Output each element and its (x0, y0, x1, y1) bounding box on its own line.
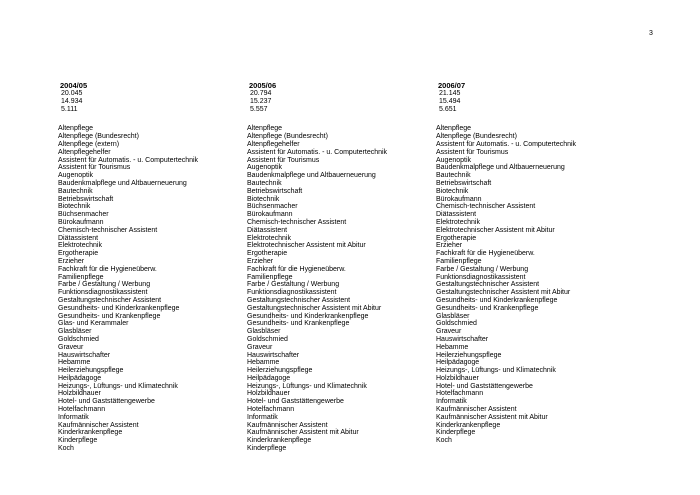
list-item: Elektrotechnik (58, 242, 102, 250)
list-item: Hotelfachmann (58, 406, 106, 414)
list-item: Kaufmännischer Assistent mit Abitur (436, 413, 548, 421)
column-stat: 5.651 (439, 105, 457, 113)
list-item: Ergotherapie (58, 250, 99, 258)
list-item: Betriebswirtschaft (247, 187, 303, 195)
list-item: Heilpädagoge (58, 374, 102, 382)
list-item: Büchsenmacher (58, 211, 109, 219)
list-item: Altenpflege (436, 125, 472, 133)
list-item: Farbe / Gestaltung / Werbung (247, 281, 340, 289)
list-item: Goldschmied (436, 320, 477, 328)
list-item: Familienpflege (436, 257, 482, 265)
list-item: Gesundheits- und Kinderkrankenpflege (247, 312, 369, 320)
list-item: Bautechnik (58, 187, 93, 195)
list-item: Büchsenmacher (247, 203, 298, 211)
list-item: Gestaltungstechnischer Assistent mit Abitur (436, 289, 571, 297)
list-item: Kaufmännischer Assistent (436, 406, 517, 414)
list-item: Gesundheits- und Krankenpflege (436, 304, 539, 312)
list-item: Erzieher (436, 242, 463, 250)
list-item: Gestaltungstechnischer Assistent mit Abitur (247, 304, 382, 312)
list-item: Koch (58, 445, 74, 453)
list-item: Glasbläser (247, 328, 281, 336)
list-item: Holzbildhauer (436, 374, 479, 382)
list-item: Hotel- und Gaststättengewerbe (58, 398, 155, 406)
list-item: Kinderpflege (58, 437, 98, 445)
column-stat: 20.045 (61, 90, 83, 97)
list-item: Hebamme (436, 343, 469, 351)
list-item: Funktionsdiagnostikassistent (58, 289, 148, 297)
column-stat: 14.934 (61, 97, 83, 105)
list-item: Fachkraft für die Hygieneüberw. (58, 265, 157, 273)
list-item: Gesundheits- und Krankenpflege (58, 312, 161, 320)
list-item: Familienpflege (247, 273, 293, 281)
column-stat: 21.145 (439, 90, 461, 97)
list-item: Kaufmännischer Assistent mit Abitur (247, 429, 359, 437)
list-item: Altenpflege (Bundesrecht) (436, 133, 517, 141)
list-item: Glasbläser (58, 328, 92, 336)
list-item: Altenpflegehelfer (58, 148, 111, 156)
list-item: Fachkraft für die Hygieneüberw. (247, 265, 346, 273)
list-item: Graveur (58, 343, 84, 351)
list-item: Kinderpflege (247, 445, 287, 453)
list-item: Heilpädagoge (436, 359, 480, 367)
list-item: Assistent für Tourismus (58, 164, 131, 172)
list-item: Familienpflege (58, 273, 104, 281)
list-item: Fachkraft für die Hygieneüberw. (436, 250, 535, 258)
list-item: Biotechnik (436, 187, 469, 195)
list-item: Kinderkrankenpflege (58, 429, 123, 437)
column-2005-06 (247, 82, 387, 453)
list-item: Kinderkrankenpflege (247, 437, 312, 445)
list-item: Assistent für Automatis. - u. Computertechnik (247, 148, 388, 156)
list-item: Chemisch-technischer Assistent (247, 218, 347, 226)
column-year: 2004/05 (60, 81, 88, 90)
list-item: Hauswirtschafter (436, 335, 489, 343)
list-item: Chemisch-technischer Assistent (436, 203, 536, 211)
list-item: Hauswirtschafter (58, 351, 111, 359)
column-stat: 5.557 (250, 105, 268, 113)
list-item: Heilpädagoge (247, 374, 291, 382)
list-item: Altenpflegehelfer (247, 140, 300, 148)
page-number: 3 (649, 30, 653, 37)
list-item: Bürokaufmann (247, 211, 293, 219)
list-item: Baudenkmalpflege und Altbauerneuerung (436, 164, 565, 172)
list-item: Koch (436, 437, 452, 445)
course-list (247, 125, 387, 452)
list-item: Gesundheits- und Kinderkrankenpflege (58, 304, 180, 312)
list-item: Goldschmied (247, 335, 288, 343)
course-list (58, 125, 198, 452)
list-item: Bautechnik (436, 172, 471, 180)
list-item: Biotechnik (58, 203, 91, 211)
list-item: Heizungs-, Lüftungs- und Klimatechnik (58, 382, 178, 390)
list-item: Altenpflege (58, 125, 94, 133)
list-item: Erzieher (58, 257, 85, 265)
list-item: Elektrotechnik (247, 234, 291, 242)
column-2006-07 (436, 82, 576, 445)
list-item: Hebamme (58, 359, 91, 367)
list-item: Hotelfachmann (247, 406, 295, 414)
list-item: Hotel- und Gaststättengewerbe (247, 398, 344, 406)
list-item: Assistent für Tourismus (247, 156, 320, 164)
list-item: Holzbildhauer (247, 390, 290, 398)
list-item: Diätassistent (58, 234, 99, 242)
course-list (436, 125, 576, 445)
column-stat: 15.237 (250, 97, 272, 105)
list-item: Baudenkmalpflege und Altbauerneuerung (58, 179, 187, 187)
list-item: Altenpflege (extern) (58, 140, 120, 148)
list-item: Gestaltungstechnischer Assistent (247, 296, 351, 304)
list-item: Graveur (436, 328, 462, 336)
list-item: Bürokaufmann (58, 218, 104, 226)
list-item: Erzieher (247, 257, 274, 265)
list-item: Hauswirtschafter (247, 351, 300, 359)
list-item: Diätassistent (436, 211, 477, 219)
list-item: Betriebswirtschaft (436, 179, 492, 187)
column-2004-05 (58, 82, 198, 453)
list-item: Augenoptik (58, 172, 94, 180)
column-year: 2005/06 (249, 81, 277, 90)
list-item: Elektrotechnik (436, 218, 480, 226)
list-item: Hotelfachmann (436, 390, 484, 398)
list-item: Augenoptik (247, 164, 283, 172)
list-item: Farbe / Gestaltung / Werbung (436, 265, 529, 273)
column-year: 2006/07 (438, 81, 466, 90)
list-item: Heilerziehungspflege (436, 351, 502, 359)
list-item: Baudenkmalpflege und Altbauerneuerung (247, 172, 376, 180)
list-item: Elektrotechnischer Assistent mit Abitur (247, 242, 366, 250)
list-item: Ergotherapie (436, 234, 477, 242)
list-item: Augenoptik (436, 156, 472, 164)
list-item: Heilerziehungspflege (247, 367, 313, 375)
list-item: Heizungs-, Lüftungs- und Klimatechnik (247, 382, 367, 390)
list-item: Diätassistent (247, 226, 288, 234)
list-item: Kinderkrankenpflege (436, 421, 501, 429)
list-item: Gesundheits- und Kinderkrankenpflege (436, 296, 558, 304)
list-item: Kinderpflege (436, 429, 476, 437)
list-item: Heizungs-, Lüftungs- und Klimatechnik (436, 367, 556, 375)
list-item: Chemisch-technischer Assistent (58, 226, 158, 234)
list-item: Glasbläser (436, 312, 470, 320)
list-item: Hotel- und Gaststättengewerbe (436, 382, 533, 390)
list-item: Assistent für Tourismus (436, 148, 509, 156)
list-item: Glas- und Kerammaler (58, 320, 129, 328)
list-item: Altenpflege (Bundesrecht) (247, 133, 328, 141)
list-item: Gestaltungstechnischer Assistent (436, 281, 540, 289)
list-item: Gestaltungstechnischer Assistent (58, 296, 162, 304)
list-item: Graveur (247, 343, 273, 351)
column-stat: 20.794 (250, 90, 272, 97)
column-stat: 5.111 (61, 105, 78, 113)
list-item: Holzbildhauer (58, 390, 101, 398)
list-item: Informatik (247, 413, 278, 421)
list-item: Kaufmännischer Assistent (247, 421, 328, 429)
list-item: Farbe / Gestaltung / Werbung (58, 281, 151, 289)
list-item: Informatik (58, 413, 89, 421)
list-item: Bautechnik (247, 179, 282, 187)
list-item: Biotechnik (247, 195, 280, 203)
list-item: Altenpflege (Bundesrecht) (58, 133, 139, 141)
list-item: Bürokaufmann (436, 195, 482, 203)
list-item: Assistent für Automatis. - u. Computertechnik (436, 140, 577, 148)
list-item: Funktionsdiagnostikassistent (247, 289, 337, 297)
list-item: Betriebswirtschaft (58, 195, 114, 203)
list-item: Altenpflege (247, 125, 283, 133)
list-item: Ergotherapie (247, 250, 288, 258)
list-item: Elektrotechnischer Assistent mit Abitur (436, 226, 555, 234)
list-item: Hebamme (247, 359, 280, 367)
list-item: Kaufmännischer Assistent (58, 421, 139, 429)
list-item: Goldschmied (58, 335, 99, 343)
list-item: Gesundheits- und Krankenpflege (247, 320, 350, 328)
list-item: Heilerziehungspflege (58, 367, 124, 375)
column-stat: 15.494 (439, 97, 461, 105)
list-item: Funktionsdiagnostikassistent (436, 273, 526, 281)
list-item: Assistent für Automatis. - u. Computertechnik (58, 156, 199, 164)
list-item: Informatik (436, 398, 467, 406)
